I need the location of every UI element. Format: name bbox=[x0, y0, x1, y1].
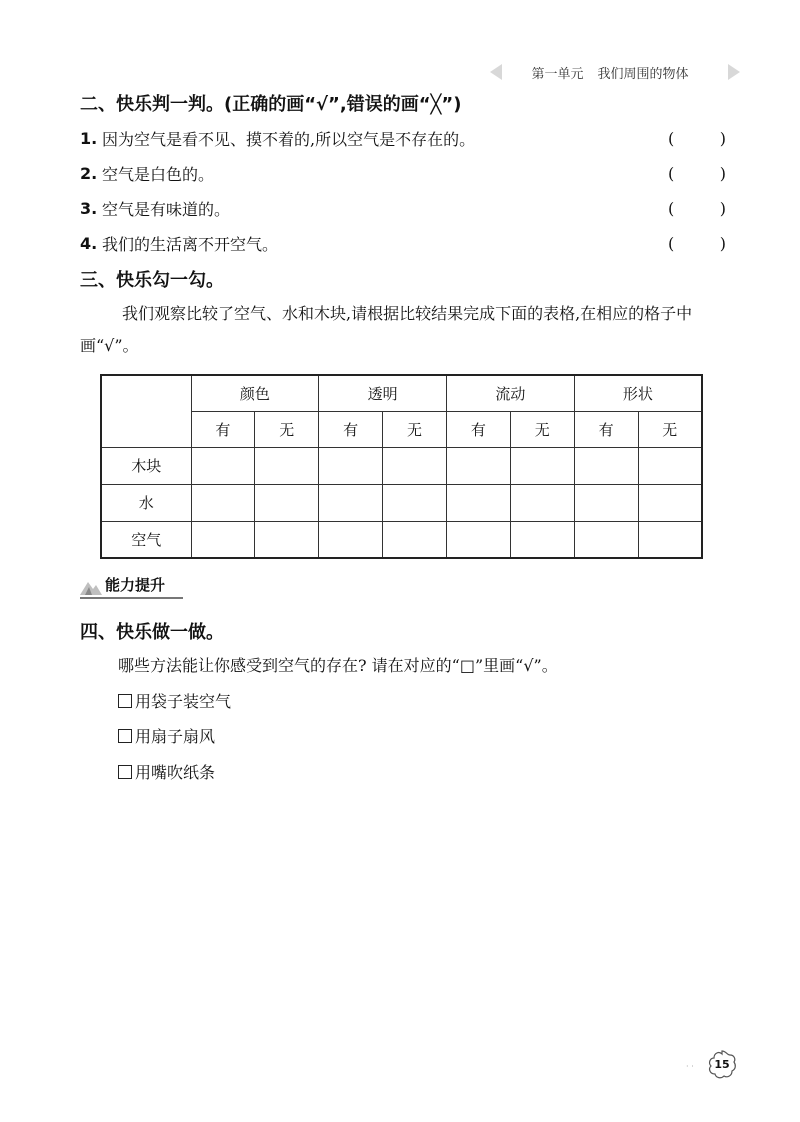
judge-item-3 bbox=[80, 197, 726, 220]
answer-blank[interactable]: ( ) bbox=[668, 199, 726, 218]
item-text: 我们的生活离不开空气。 bbox=[102, 235, 279, 254]
item-text: 空气是白色的。 bbox=[102, 165, 215, 184]
sub-yes: 有 bbox=[447, 411, 511, 447]
section4-question: 哪些方法能让你感受到空气的存在? 请在对应的“□”里画“√”。 bbox=[118, 656, 558, 675]
row-label-wood: 木块 bbox=[101, 447, 191, 484]
answer-cell[interactable] bbox=[319, 521, 383, 558]
judge-item-1 bbox=[80, 127, 726, 150]
item-number: 3. bbox=[80, 199, 98, 218]
banner-label: 能力提升 bbox=[105, 576, 166, 594]
sub-no: 无 bbox=[255, 411, 319, 447]
checkbox[interactable] bbox=[118, 765, 132, 779]
sub-yes: 有 bbox=[191, 411, 255, 447]
section2-title: 二、快乐判一判。(正确的画“√”,错误的画“╳”) bbox=[80, 94, 462, 115]
checkbox[interactable] bbox=[118, 729, 132, 743]
comparison-table bbox=[100, 374, 703, 559]
answer-cell[interactable] bbox=[574, 447, 638, 484]
corner-cell bbox=[101, 375, 191, 447]
answer-cell[interactable] bbox=[319, 484, 383, 521]
header-left-triangle bbox=[490, 64, 502, 80]
judge-item-4 bbox=[80, 232, 726, 255]
answer-cell[interactable] bbox=[383, 521, 447, 558]
answer-cell[interactable] bbox=[447, 484, 511, 521]
judge-item-2 bbox=[80, 162, 726, 185]
answer-cell[interactable] bbox=[638, 484, 702, 521]
sub-yes: 有 bbox=[319, 411, 383, 447]
row-label-water: 水 bbox=[101, 484, 191, 521]
answer-cell[interactable] bbox=[447, 521, 511, 558]
sub-no: 无 bbox=[383, 411, 447, 447]
answer-blank[interactable]: ( ) bbox=[668, 234, 726, 253]
answer-cell[interactable] bbox=[447, 447, 511, 484]
running-header bbox=[494, 62, 726, 82]
sub-no: 无 bbox=[510, 411, 574, 447]
answer-cell[interactable] bbox=[255, 447, 319, 484]
header-unit: 第一单元 bbox=[531, 66, 584, 82]
answer-cell[interactable] bbox=[638, 521, 702, 558]
answer-cell[interactable] bbox=[191, 447, 255, 484]
checkbox[interactable] bbox=[118, 694, 132, 708]
sub-no: 无 bbox=[638, 411, 702, 447]
item-number: 2. bbox=[80, 164, 98, 183]
sub-yes: 有 bbox=[574, 411, 638, 447]
answer-cell[interactable] bbox=[255, 521, 319, 558]
table-row-water bbox=[101, 484, 702, 521]
option-blow[interactable] bbox=[118, 760, 215, 783]
answer-cell[interactable] bbox=[510, 447, 574, 484]
answer-cell[interactable] bbox=[638, 447, 702, 484]
option-label: 用扇子扇风 bbox=[135, 727, 216, 746]
answer-blank[interactable]: ( ) bbox=[668, 164, 726, 183]
page-number-badge bbox=[706, 1049, 738, 1081]
section4-title: 四、快乐做一做。 bbox=[80, 622, 224, 643]
answer-blank[interactable]: ( ) bbox=[668, 129, 726, 148]
ability-banner bbox=[80, 574, 183, 599]
answer-cell[interactable] bbox=[510, 484, 574, 521]
mountain-icon bbox=[80, 579, 102, 595]
option-bag[interactable] bbox=[118, 689, 231, 712]
item-number: 4. bbox=[80, 234, 98, 253]
col-group-color: 颜色 bbox=[191, 375, 319, 411]
item-number: 1. bbox=[80, 129, 98, 148]
answer-cell[interactable] bbox=[383, 484, 447, 521]
item-text: 空气是有味道的。 bbox=[102, 200, 231, 219]
option-label: 用嘴吹纸条 bbox=[135, 763, 216, 782]
table-row-wood bbox=[101, 447, 702, 484]
answer-cell[interactable] bbox=[255, 484, 319, 521]
col-group-flow: 流动 bbox=[447, 375, 575, 411]
section3-title: 三、快乐勾一勾。 bbox=[80, 270, 224, 291]
page-number: 15 bbox=[714, 1058, 730, 1071]
decorative-dots: · · bbox=[686, 1062, 694, 1071]
item-text: 因为空气是看不见、摸不着的,所以空气是不存在的。 bbox=[102, 130, 476, 149]
answer-cell[interactable] bbox=[574, 521, 638, 558]
answer-cell[interactable] bbox=[319, 447, 383, 484]
answer-cell[interactable] bbox=[191, 521, 255, 558]
answer-cell[interactable] bbox=[510, 521, 574, 558]
answer-cell[interactable] bbox=[191, 484, 255, 521]
header-right-triangle bbox=[728, 64, 740, 80]
table-row-air bbox=[101, 521, 702, 558]
option-label: 用袋子装空气 bbox=[135, 692, 232, 711]
row-label-air: 空气 bbox=[101, 521, 191, 558]
col-group-shape: 形状 bbox=[574, 375, 702, 411]
header-topic: 我们周围的物体 bbox=[597, 66, 689, 82]
col-group-transparent: 透明 bbox=[319, 375, 447, 411]
answer-cell[interactable] bbox=[574, 484, 638, 521]
option-fan[interactable] bbox=[118, 724, 215, 747]
answer-cell[interactable] bbox=[383, 447, 447, 484]
section3-instruction: 我们观察比较了空气、水和木块,请根据比较结果完成下面的表格,在相应的格子中画“√”。 bbox=[80, 304, 693, 355]
